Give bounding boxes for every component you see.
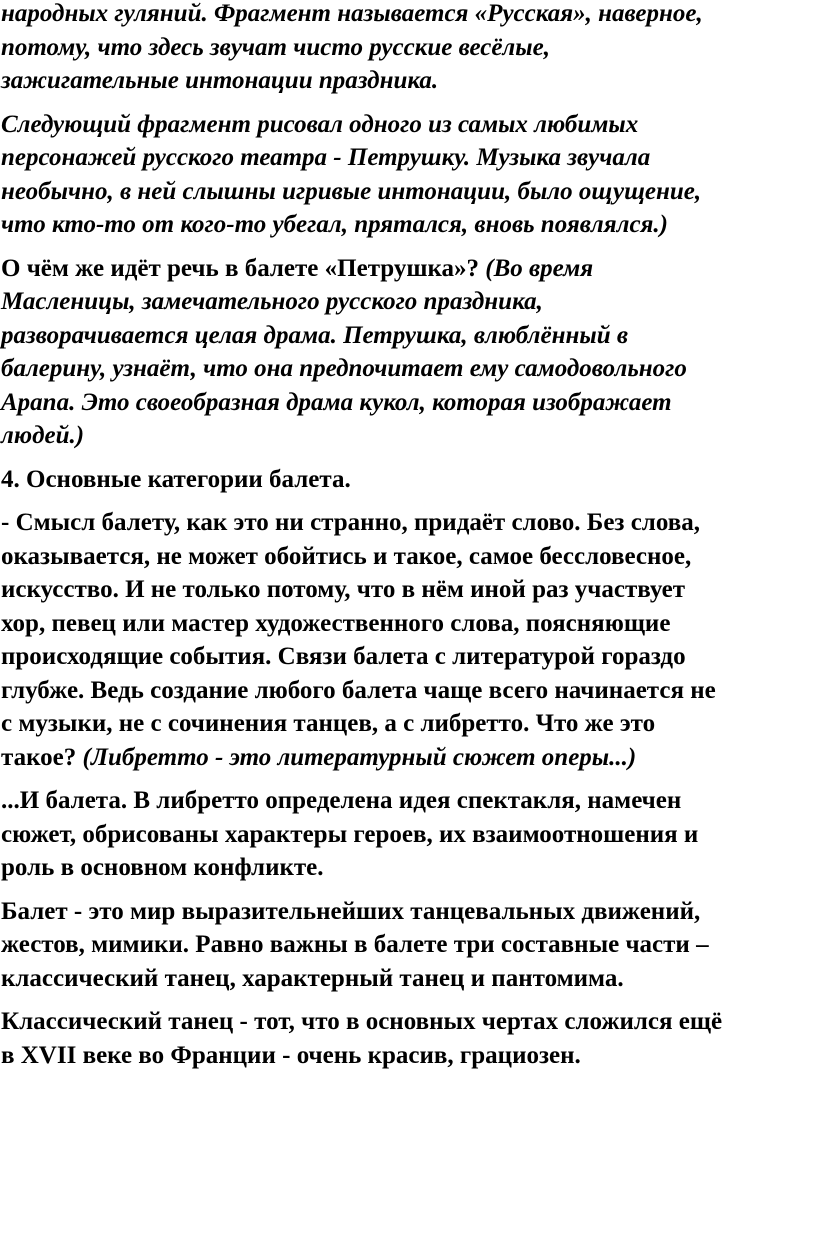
text-line — [1, 573, 816, 607]
text-line — [1, 175, 816, 209]
text-line — [1, 540, 816, 574]
text-line — [1, 707, 816, 741]
paragraph-ballet-world — [1, 895, 816, 996]
italic-text: людей.) — [1, 422, 85, 449]
text-line — [1, 319, 816, 353]
bold-text: ...И балета. В либретто определена идея спектакля, намечен — [1, 787, 682, 814]
italic-text: народных гуляний. Фрагмент называется «Русская», наверное, — [1, 0, 703, 27]
text-line — [1, 108, 816, 142]
bold-text: оказывается, не может обойтись и такое, самое бессловесное, — [1, 542, 692, 570]
italic-text: (Во время — [485, 254, 594, 282]
text-line — [1, 928, 816, 962]
text-line — [1, 506, 816, 540]
text-line — [1, 285, 816, 319]
italic-text: Арапа. Это своеобразная драма кукол, которая изображает — [1, 388, 672, 416]
bold-text: сюжет, обрисованы характеры героев, их взаимоотношения и — [1, 820, 699, 848]
italic-text: балерину, узнаёт, что она предпочитает ему самодовольного — [1, 355, 687, 382]
text-line — [1, 1039, 816, 1073]
bold-text: - Смысл балету, как это ни странно, придаёт слово. Без слова, — [1, 509, 700, 536]
section-heading — [1, 463, 816, 497]
italic-text: потому, что здесь звучат чисто русские весёлые, — [1, 33, 550, 61]
bold-text: классический танец, характерный танец и пантомима. — [1, 964, 624, 992]
italic-text: разворачивается целая драма. Петрушка, влюблённый в — [1, 321, 629, 349]
paragraph-classical-dance — [1, 1005, 816, 1072]
text-line — [1, 352, 816, 386]
italic-text: Следующий фрагмент рисовал одного из самых любимых — [1, 110, 639, 138]
text-line — [1, 419, 816, 453]
italic-text: зажигательные интонации праздника. — [1, 67, 439, 94]
text-line — [1, 31, 816, 65]
italic-text: необычно, в ней слышны игривые интонации, было ощущение, — [1, 177, 702, 205]
bold-text: роль в основном конфликте. — [1, 854, 324, 881]
text-line — [1, 962, 816, 996]
bold-text: хор, певец или мастер художественного слова, поясняющие — [1, 609, 671, 637]
text-line — [1, 64, 816, 98]
bold-text: Балет - это мир выразительнейших танцевальных движений, — [1, 897, 701, 925]
bold-text: такое? — [1, 743, 83, 771]
text-line — [1, 784, 816, 818]
text-line — [1, 640, 816, 674]
text-line — [1, 895, 816, 929]
text-line — [1, 607, 816, 641]
paragraph-meaning — [1, 506, 816, 774]
text-line — [1, 1005, 816, 1039]
text-line — [1, 851, 816, 885]
paragraph-russkaya — [1, 0, 816, 98]
text-line — [1, 386, 816, 420]
italic-text: персонажей русского театра - Петрушку. Музыка звучала — [1, 144, 651, 171]
paragraph-ballet-question — [1, 252, 816, 453]
text-line — [1, 141, 816, 175]
text-line — [1, 0, 816, 31]
text-line — [1, 208, 816, 242]
italic-text: Масленицы, замечательного русского праздника, — [1, 288, 543, 315]
bold-text: глубже. Ведь создание любого балета чаще всего начинается не — [1, 676, 716, 704]
bold-text: происходящие события. Связи балета с литературой гораздо — [1, 643, 686, 670]
bold-text: 4. Основные категории балета. — [1, 465, 351, 493]
text-line — [1, 463, 816, 497]
paragraph-libretto — [1, 784, 816, 885]
bold-text: в XVII веке во Франции - очень красив, грациозен. — [1, 1041, 581, 1069]
italic-text: что кто-то от кого-то убегал, прятался, вновь появлялся.) — [1, 211, 669, 238]
italic-text: (Либретто - это литературный сюжет оперы...) — [82, 743, 637, 771]
bold-text: О чём же идёт речь в балете «Петрушка»? — [1, 254, 486, 282]
text-line — [1, 818, 816, 852]
text-line — [1, 252, 816, 286]
bold-text: жестов, мимики. Равно важны в балете три составные части – — [1, 931, 709, 958]
text-line — [1, 674, 816, 708]
bold-text: с музыки, не с сочинения танцев, а с либретто. Что же это — [1, 710, 656, 737]
bold-text: Классический танец - тот, что в основных чертах сложился ещё — [1, 1008, 723, 1035]
text-line — [1, 741, 816, 775]
bold-text: искусство. И не только потому, что в нём иной раз участвует — [1, 576, 686, 603]
paragraph-petrushka-fragment — [1, 108, 816, 242]
